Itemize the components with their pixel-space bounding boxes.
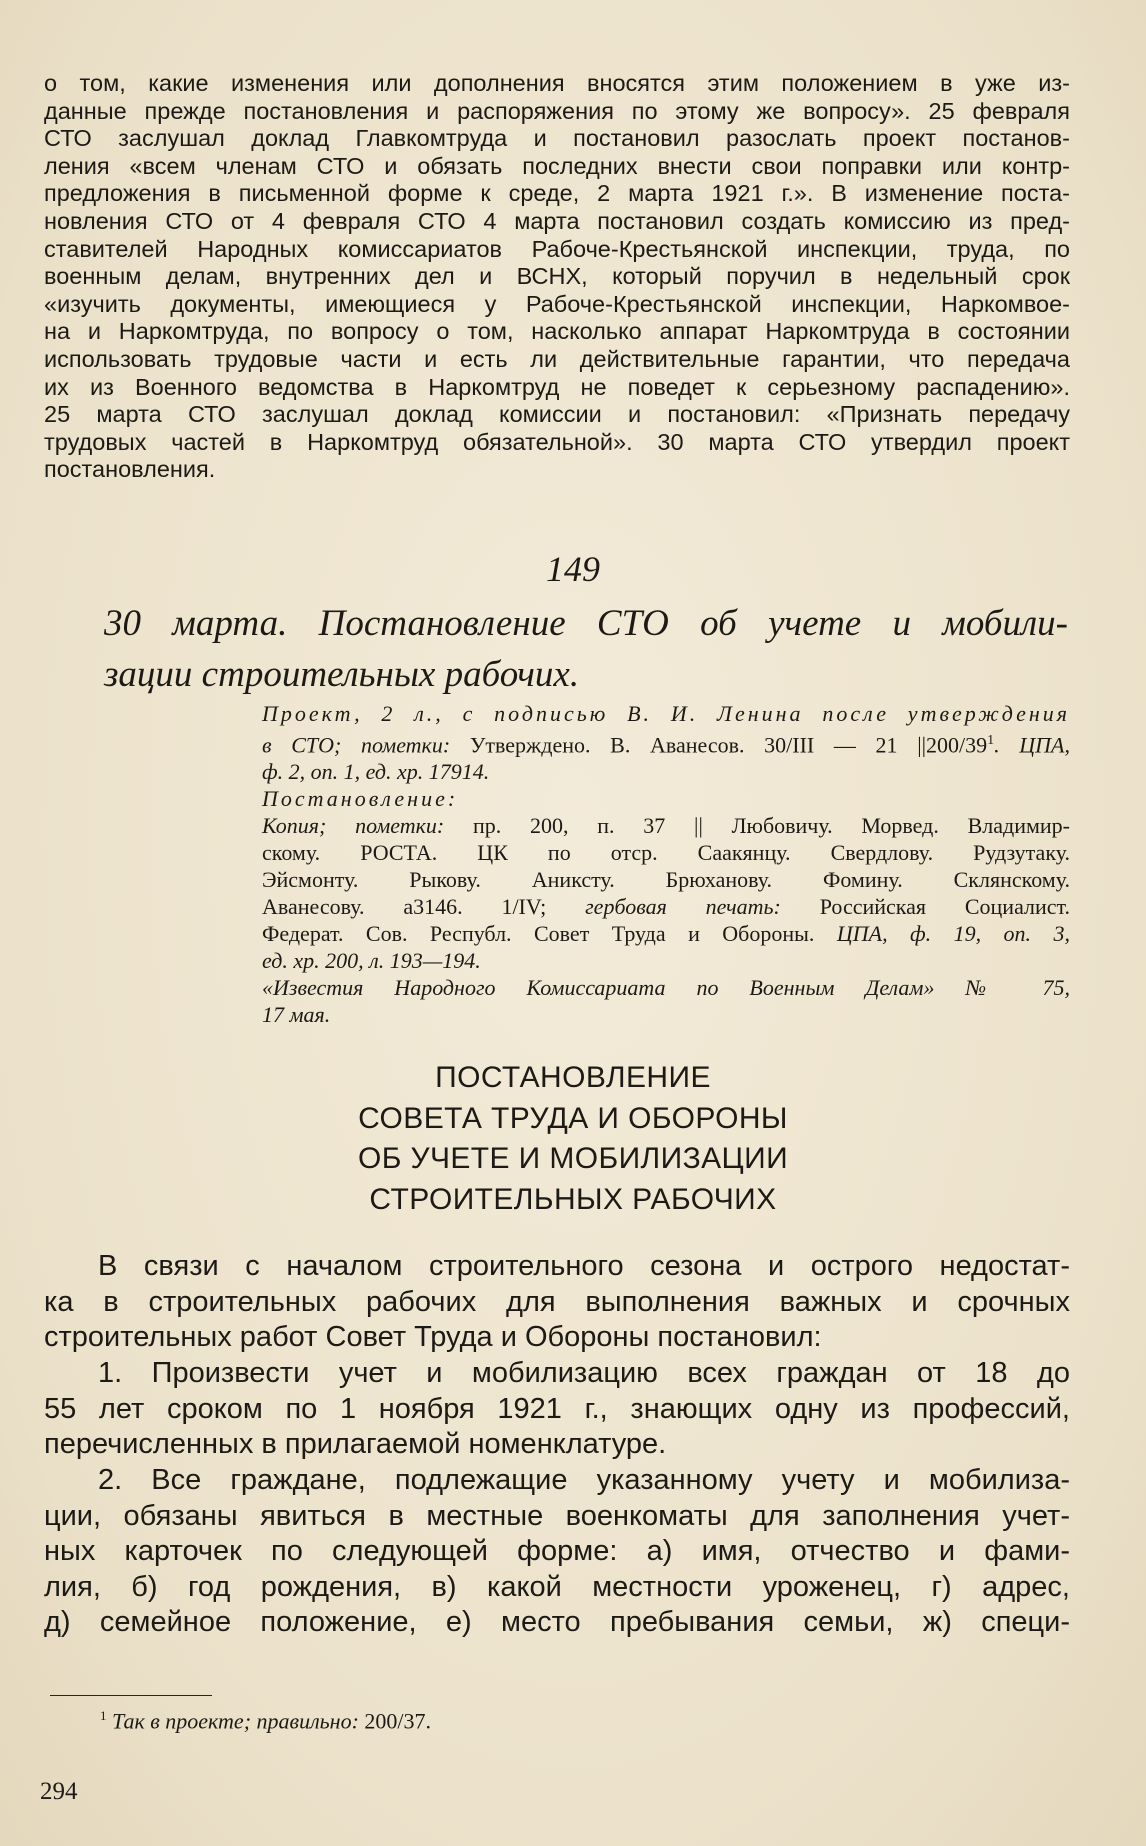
top-paragraph-line: ления «всем членам СТО и обязать последних внести свои поправки или контр- <box>44 152 1070 179</box>
source-stamp-label: гербовая печать: <box>585 894 781 920</box>
document-number: 149 <box>546 549 600 589</box>
body-paragraph-2 <box>44 1356 1070 1463</box>
document-title <box>104 598 1068 700</box>
body-line: ных карточек по следующей форме: а) имя, отчество и фами- <box>44 1535 1070 1568</box>
source-stamp-line-2 <box>262 920 1070 947</box>
top-paragraph-line: на и Наркомтруда, по вопросу о том, насколько аппарат Наркомтруда в состоянии <box>44 318 1070 345</box>
document-title-line: зации строительных рабочих. <box>104 654 580 695</box>
body-paragraph-1 <box>44 1249 1070 1356</box>
top-paragraph-text <box>44 70 1070 484</box>
footnote-text: Так в проекте; правильно: <box>112 1708 359 1734</box>
resolution-heading <box>0 1058 1146 1220</box>
top-paragraph-line: данные прежде постановления и распоряжения по этому же вопросу». 25 февраля <box>44 97 1070 124</box>
top-paragraph-line: о том, какие изменения или дополнения вносятся этим положением в уже из- <box>44 70 1070 96</box>
body-line: д) семейное положение, е) место пребывания семьи, ж) специ- <box>44 1606 1070 1639</box>
source-copy-label: Копия; пометки: <box>262 813 445 839</box>
source-copy-text: Аванесову. а3146. 1/IV; <box>262 894 547 920</box>
body-line: 1. Произвести учет и мобилизацию всех граждан от 18 до <box>98 1357 1070 1389</box>
source-archive-2: ЦПА, ф. 19, оп. 3, <box>836 921 1071 947</box>
top-paragraph-line: новления СТО от 4 февраля СТО 4 марта постановил создать комиссию из пред- <box>44 207 1070 234</box>
resolution-heading-line: СТРОИТЕЛЬНЫХ РАБОЧИХ <box>369 1182 777 1216</box>
source-stamp-text-2: Федерат. Сов. Республ. Совет Труда и Обороны. <box>262 921 815 947</box>
top-paragraph <box>44 70 1070 484</box>
source-copy-text: пр. 200, п. 37 || Любовичу. Морвед. Владимир- <box>473 813 1071 839</box>
source-stamp-text: Российская Социалист. <box>819 894 1070 920</box>
source-publication-line-2: 17 мая. <box>262 1002 331 1028</box>
source-marks-label: в СТО; пометки: <box>262 732 470 758</box>
source-archive-tail: . ЦПА, <box>994 732 1070 758</box>
source-copy-line-1 <box>262 812 1070 839</box>
source-archive-2-line-2: ед. хр. 200, л. 193—194. <box>262 948 481 974</box>
source-notes <box>262 700 1070 1028</box>
source-archive-line: ф. 2, оп. 1, ед. хр. 17914. <box>262 759 490 785</box>
body-line: 55 лет сроком по 1 ноября 1921 г., знающих одну из профессий, <box>44 1392 1070 1425</box>
resolution-heading-line: ОБ УЧЕТЕ И МОБИЛИЗАЦИИ <box>357 1142 789 1175</box>
body-line: В связи с началом строительного сезона и острого недостат- <box>98 1250 1070 1282</box>
body-line: 2. Все граждане, подлежащие указанному учету и мобилиза- <box>98 1464 1070 1496</box>
top-paragraph-line: 25 марта СТО заслушал доклад комиссии и постановил: «Признать передачу <box>44 401 1070 428</box>
top-paragraph-line: военным делам, внутренних дел и ВСНХ, который поручил в недельный срок <box>44 263 1070 290</box>
source-publication-line-1: «Известия Народного Комиссариата по Военным Делам» № 75, <box>262 975 1070 1001</box>
source-draft-line-2 <box>262 727 1070 758</box>
resolution-heading-line: ПОСТАНОВЛЕНИЕ <box>435 1061 711 1094</box>
body-line: лия, б) год рождения, в) какой местности уроженец, г) адрес, <box>44 1570 1070 1603</box>
body-line: строительных работ Совет Труда и Обороны постановил: <box>44 1321 822 1354</box>
resolution-heading-line: СОВЕТА ТРУДА И ОБОРОНЫ <box>358 1101 788 1135</box>
top-paragraph-line: ставителей Народных комиссариатов Рабоче-Крестьянской инспекции, труда, по <box>44 235 1070 262</box>
body-line: ка в строительных рабочих для выполнения важных и срочных <box>44 1285 1070 1318</box>
source-marks-text: Утверждено. В. Аванесов. 30/III — 21 ||200/39 <box>469 732 988 758</box>
footnote <box>100 1708 431 1734</box>
top-paragraph-line: их из Военного ведомства в Наркомтруд не поведет к серьезному распадению». <box>44 373 1070 400</box>
body-paragraph-3 <box>44 1463 1070 1641</box>
footnote-divider <box>50 1695 212 1696</box>
top-paragraph-line: использовать трудовые части и есть ли действительные гарантии, что передача <box>44 345 1070 372</box>
footnote-reference: 1 <box>987 733 995 748</box>
top-paragraph-line: трудовых частей в Наркомтруд обязательной». 30 марта СТО утвердил проект <box>44 428 1070 455</box>
source-draft-text: Проект, 2 л., с подписью В. И. Ленина после утверждения <box>262 701 1070 726</box>
body-line: ции, обязаны явиться в местные военкоматы для заполнения учет- <box>44 1499 1070 1532</box>
top-paragraph-line: постановления. <box>44 456 216 483</box>
footnote-value: 200/37. <box>364 1708 432 1734</box>
body-line: перечисленных в прилагаемой номенклатуре. <box>44 1428 667 1461</box>
document-title-line: 30 марта. Постановление СТО об учете и мобили- <box>104 603 1068 644</box>
top-paragraph-line: СТО заслушал доклад Главкомтруда и постановил разослать проект постанов- <box>44 125 1070 152</box>
page-number: 294 <box>40 1778 78 1805</box>
footnote-mark: 1 <box>100 1708 107 1723</box>
source-resolution-label: Постановление: <box>262 786 459 812</box>
top-paragraph-line: «изучить документы, имеющиеся у Рабоче-Крестьянской инспекции, Наркомвое- <box>44 290 1070 317</box>
source-copy-line: Эйсмонту. Рыкову. Аниксту. Брюханову. Фомину. Склянскому. <box>262 867 1070 893</box>
source-copy-line: скому. РОСТА. ЦК по отср. Саакянцу. Свердлову. Рудзутаку. <box>262 840 1070 866</box>
top-paragraph-line: предложения в письменной форме к среде, 2 марта 1921 г.». В изменение поста- <box>44 180 1070 207</box>
source-draft-line-1 <box>262 700 1070 727</box>
source-copy-line-4 <box>262 893 1070 920</box>
